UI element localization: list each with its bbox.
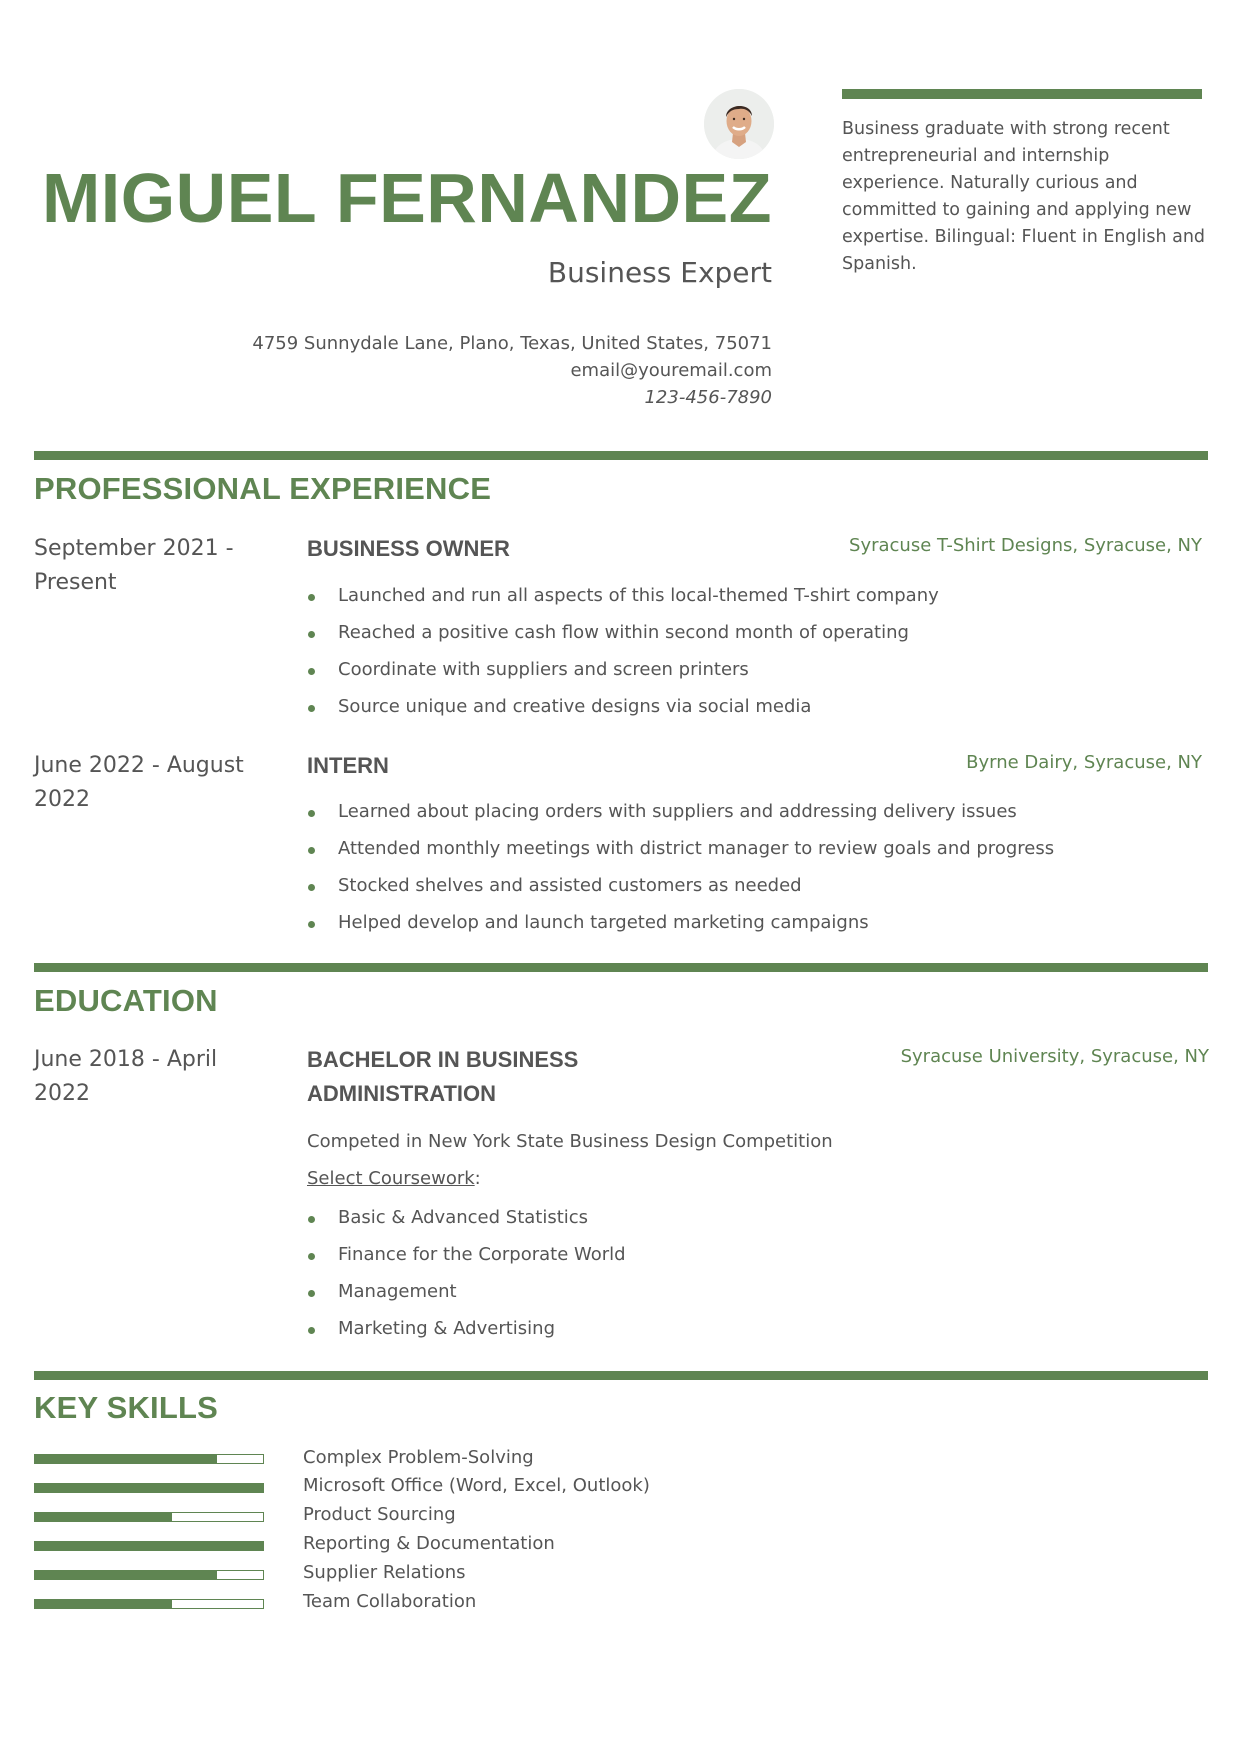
list-item: Marketing & Advertising	[307, 1317, 626, 1354]
list-item: Learned about placing orders with suppliers and addressing delivery issues	[307, 800, 1054, 837]
school: Syracuse University, Syracuse, NY	[900, 1046, 1209, 1067]
candidate-name: MIGUEL FERNANDEZ	[41, 159, 772, 237]
skill-label: Complex Problem-Solving	[303, 1447, 534, 1468]
skill-level-bar	[34, 1512, 264, 1522]
profile-photo-icon	[704, 89, 774, 159]
degree-line: ADMINISTRATION	[307, 1081, 497, 1106]
degree-line: BACHELOR IN BUSINESS	[307, 1047, 579, 1072]
skill-label: Product Sourcing	[303, 1504, 456, 1525]
skill-label: Microsoft Office (Word, Excel, Outlook)	[303, 1475, 650, 1496]
education-note: Competed in New York State Business Design Competition	[307, 1131, 833, 1152]
list-item: Attended monthly meetings with district manager to review goals and progress	[307, 837, 1054, 874]
coursework-colon: :	[474, 1168, 481, 1189]
skill-label: Team Collaboration	[303, 1591, 477, 1612]
summary-text: Business graduate with strong recent entrepreneurial and internship experience. Naturally curious and committed to gaining and applying new expertise. Bilingual: Fluent in English and Spanish.	[842, 119, 1206, 274]
list-item: Management	[307, 1280, 626, 1317]
skill-level-fill	[35, 1513, 172, 1521]
job-role: BUSINESS OWNER	[307, 536, 510, 561]
skill-level-bar	[34, 1454, 264, 1464]
skill-level-fill	[35, 1455, 217, 1463]
list-item: Stocked shelves and assisted customers as needed	[307, 874, 1054, 911]
job-title: Business Expert	[547, 256, 772, 289]
section-divider	[34, 963, 1208, 972]
skill-label: Supplier Relations	[303, 1562, 466, 1583]
section-title-experience: PROFESSIONAL EXPERIENCE	[34, 471, 492, 506]
skill-level-bar	[34, 1483, 264, 1493]
skill-level-fill	[35, 1600, 172, 1608]
section-title-education: EDUCATION	[34, 983, 218, 1018]
contact-info	[252, 330, 772, 411]
skill-level-fill	[35, 1542, 263, 1550]
job-company: Byrne Dairy, Syracuse, NY	[966, 752, 1202, 773]
email[interactable]: email@youremail.com	[570, 360, 772, 381]
education-dates: June 2018 - April 2022	[34, 1047, 218, 1106]
skill-level-bar	[34, 1570, 264, 1580]
job-bullets	[307, 800, 1054, 948]
skill-level-fill	[35, 1571, 217, 1579]
coursework-label: Select Coursework	[307, 1168, 475, 1189]
list-item: Source unique and creative designs via social media	[307, 695, 939, 732]
section-title-skills: KEY SKILLS	[34, 1390, 219, 1425]
skill-label: Reporting & Documentation	[303, 1533, 555, 1554]
course-list	[307, 1206, 626, 1354]
list-item: Finance for the Corporate World	[307, 1243, 626, 1280]
list-item: Coordinate with suppliers and screen printers	[307, 658, 939, 695]
section-divider	[34, 1371, 1208, 1380]
degree	[307, 1043, 578, 1111]
skill-level-fill	[35, 1484, 263, 1492]
avatar	[704, 89, 774, 159]
list-item: Helped develop and launch targeted marketing campaigns	[307, 911, 1054, 948]
job-bullets	[307, 584, 939, 732]
skill-level-bar	[34, 1541, 264, 1551]
list-item: Launched and run all aspects of this local-themed T-shirt company	[307, 584, 939, 621]
skill-level-bar	[34, 1599, 264, 1609]
job-role: INTERN	[307, 753, 389, 778]
coursework-heading	[307, 1168, 481, 1189]
summary-divider	[842, 89, 1202, 99]
list-item: Reached a positive cash flow within second month of operating	[307, 621, 939, 658]
job-company: Syracuse T-Shirt Designs, Syracuse, NY	[849, 535, 1202, 556]
job-dates: June 2022 - August 2022	[34, 753, 244, 812]
section-divider	[34, 451, 1208, 460]
list-item: Basic & Advanced Statistics	[307, 1206, 626, 1243]
phone: 123-456-7890	[644, 387, 772, 408]
job-dates: September 2021 - Present	[34, 536, 234, 595]
address: 4759 Sunnydale Lane, Plano, Texas, United States, 75071	[252, 333, 772, 354]
